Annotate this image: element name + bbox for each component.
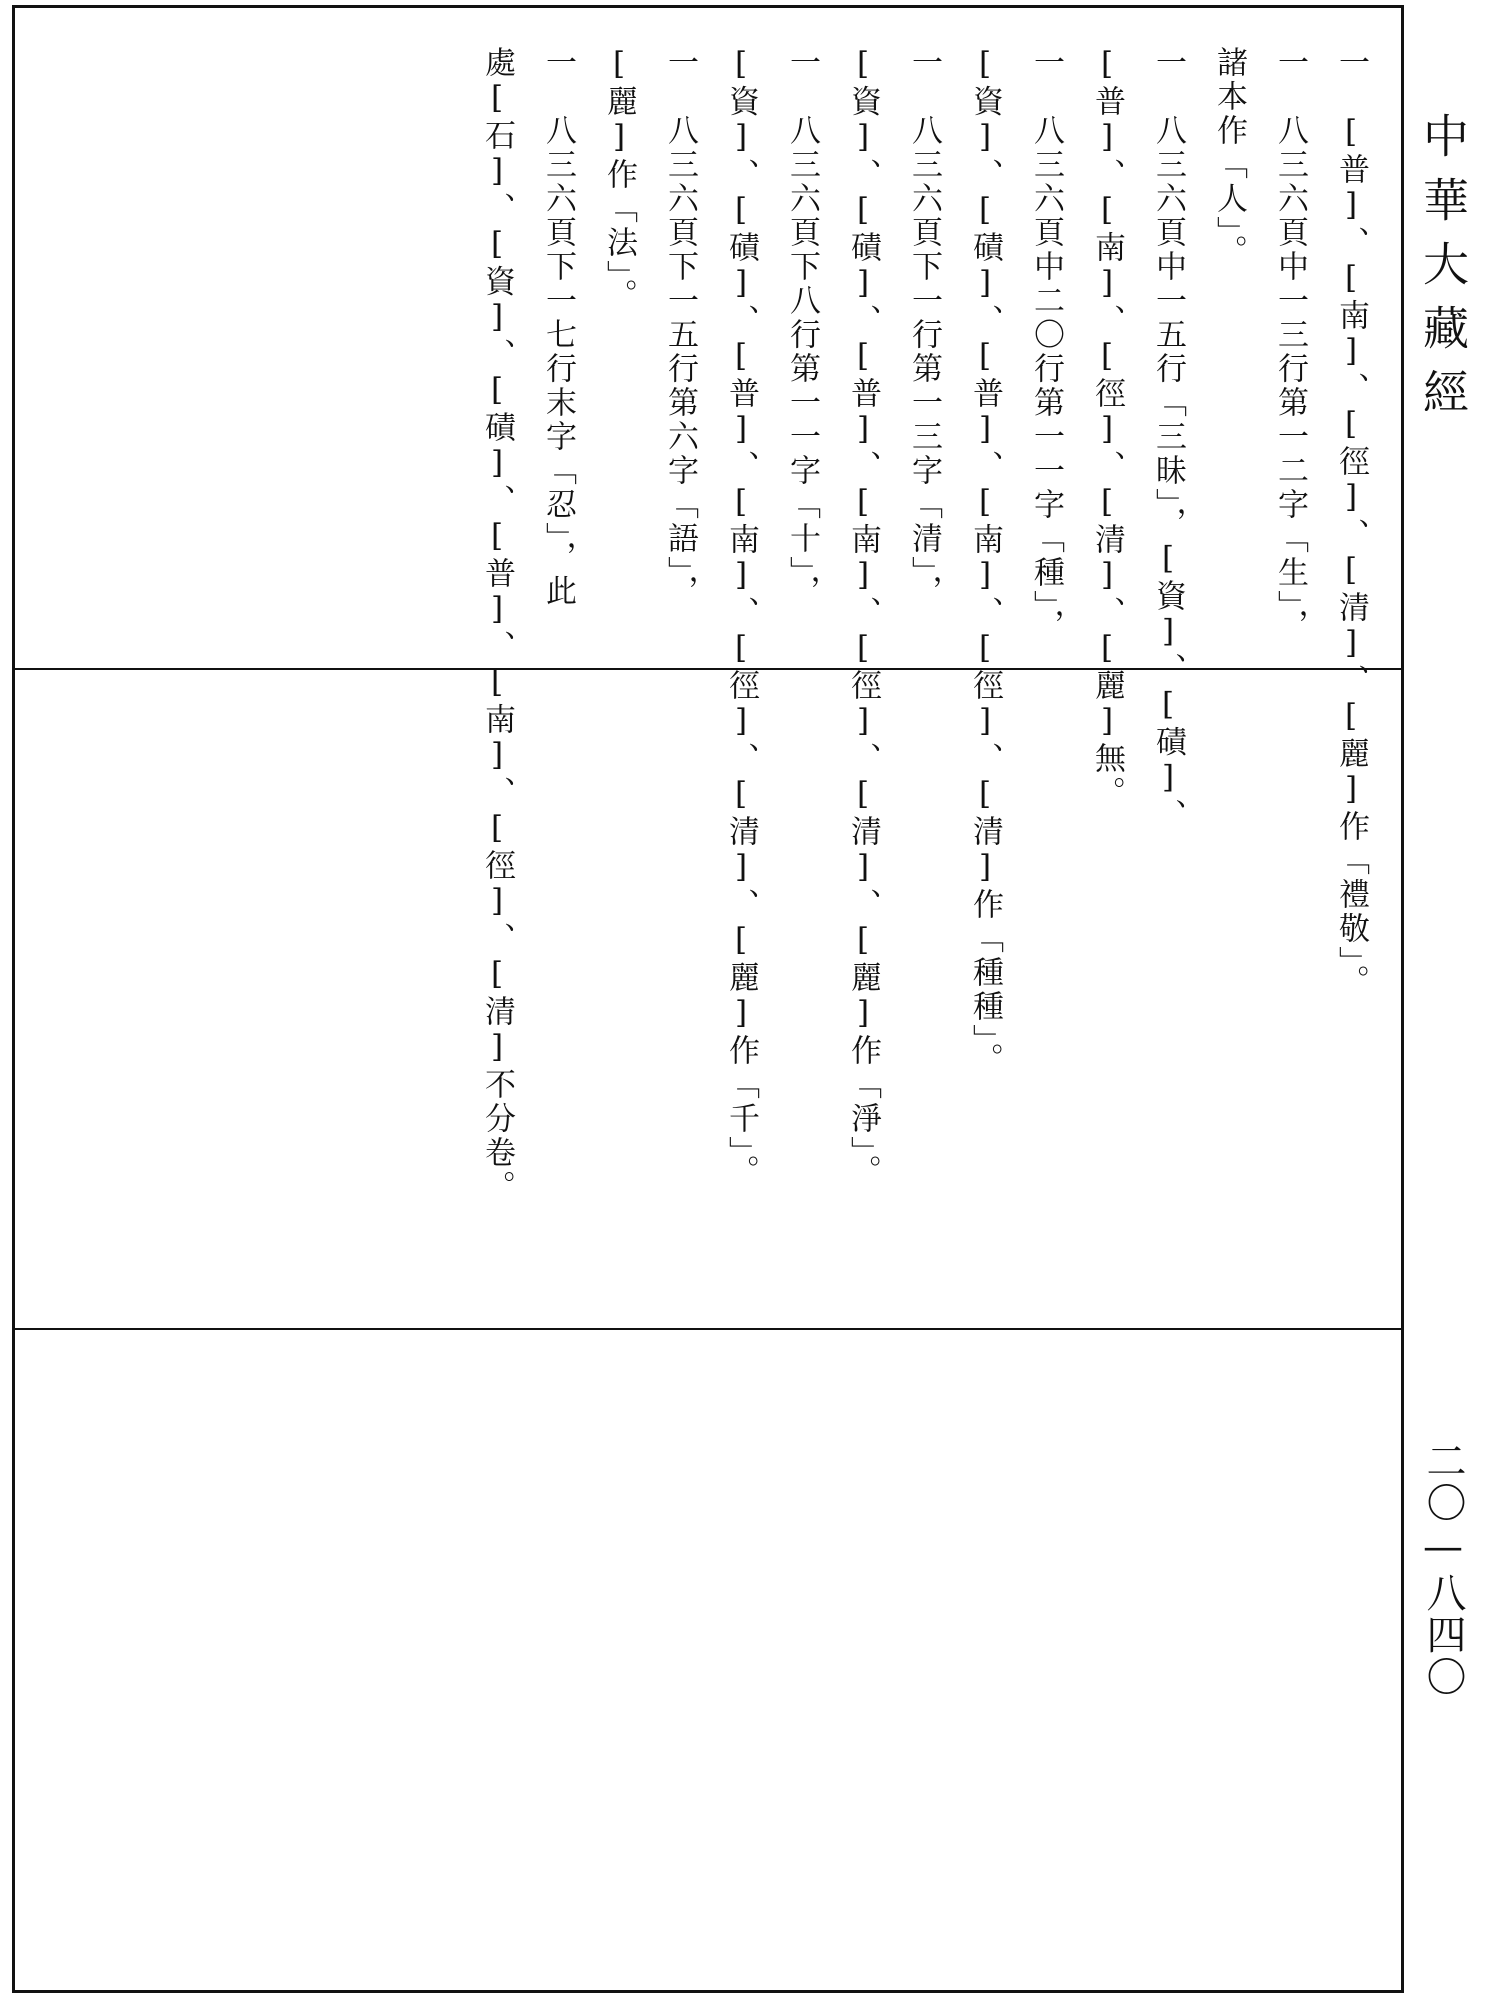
collation-note-text: 一 八三六頁中一五行「三昧」，[資]、[磧]、 [普]、[南]、[徑]、[清]、[麗]無。 xyxy=(1089,46,1186,833)
section-divider xyxy=(15,1328,1401,1330)
section-divider xyxy=(15,668,1401,670)
collation-note-7 xyxy=(588,46,710,656)
collation-note-2 xyxy=(1198,46,1320,656)
collation-note-text: 一 八三六頁中二〇行第一一字「種」， [資]、[磧]、[普]、[南]、[徑]、[清]作「種種」。 xyxy=(967,46,1064,1077)
collation-note-3 xyxy=(1076,46,1198,833)
collation-note-6 xyxy=(710,46,832,1189)
collation-note-4 xyxy=(954,46,1076,1077)
collation-note-1 xyxy=(1320,46,1381,999)
collation-note-5 xyxy=(832,46,954,1189)
collation-note-text: 一 八三六頁下八行第一一字「十」， [資]、[磧]、[普]、[南]、[徑]、[清]、[麗]作「千」。 xyxy=(723,46,820,1189)
collation-note-text: 一 八三六頁下一行第一三字「清」， [資]、[磧]、[普]、[南]、[徑]、[清]、[麗]作「淨」。 xyxy=(845,46,942,1189)
collation-note-text: 一 八三六頁中一三行第一二字「生」， 諸本作「人」。 xyxy=(1211,46,1308,643)
volume-title: 中華大藏經 xyxy=(1416,112,1470,432)
collation-note-text: 一 八三六頁下一五行第六字「語」， [麗]作「法」。 xyxy=(601,46,698,609)
collation-note-text: 一 [普]、[南]、[徑]、[清]、[麗]作「禮敬」。 xyxy=(1333,46,1369,999)
collation-notes xyxy=(466,46,1381,1204)
collation-note-8 xyxy=(466,46,588,1204)
page-frame xyxy=(12,5,1404,1993)
page-number: 二〇—八四〇 xyxy=(1420,1440,1466,1698)
collation-note-text: 一 八三六頁下一七行末字「忍」，此 處[石]、[資]、[磧]、[普]、[南]、[徑]、[清]不分卷。 xyxy=(479,46,576,1204)
